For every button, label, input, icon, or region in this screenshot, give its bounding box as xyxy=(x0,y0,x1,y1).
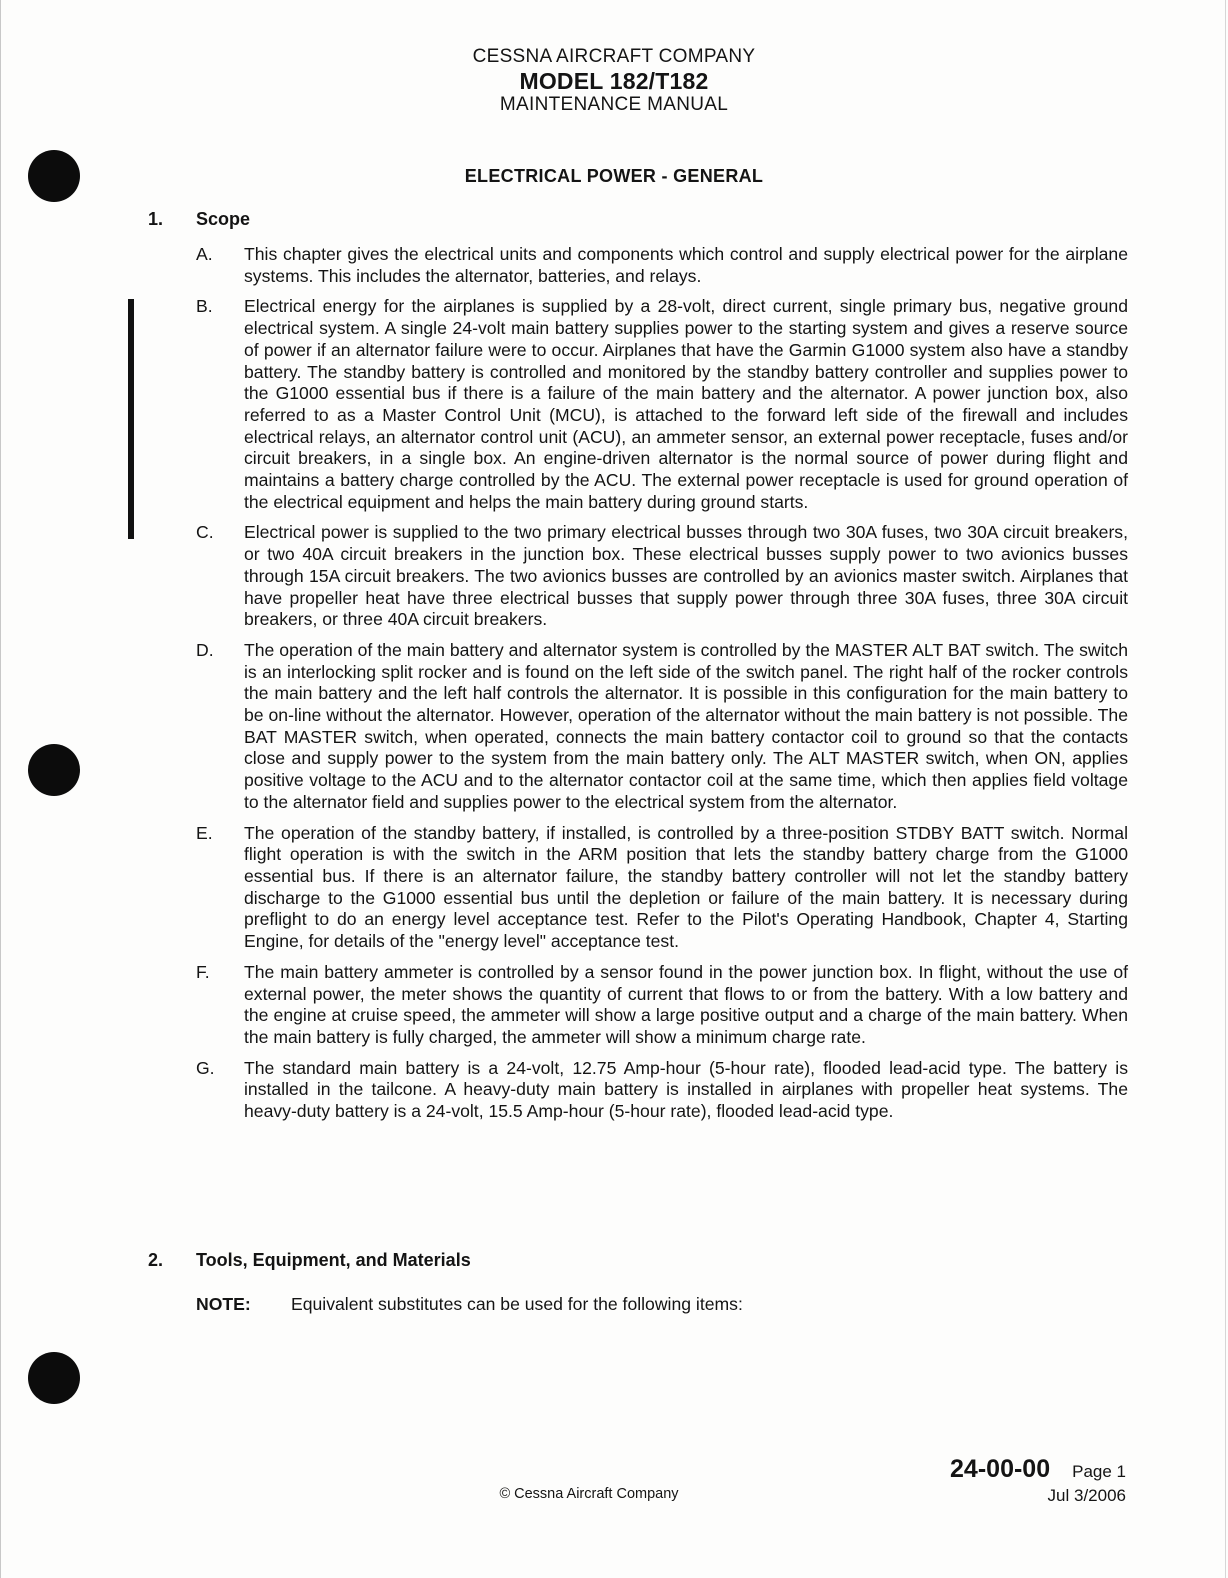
paragraph-b xyxy=(196,296,1128,513)
paragraph-letter: C. xyxy=(196,522,214,543)
section-title: Scope xyxy=(196,209,251,229)
manual-name: MAINTENANCE MANUAL xyxy=(499,94,729,115)
footer-page-id xyxy=(950,1455,1126,1484)
paragraph-letter: E. xyxy=(196,822,213,843)
paragraph-c xyxy=(196,522,1128,631)
paragraph-text: The operation of the standby battery, if installed, is controlled by a three-position STDBY BATT switch. Normal flight operation is with the switch in the ARM position that lets the standby battery charge from the G1000 essential bus. If there is an alternator failure, the standby battery controller will not let the standby battery discharge to the G1000 essential bus until the depletion or failure of the main battery. It is necessary during preflight to do an energy level acceptance test. Refer to the Pilot's Operating Handbook, Chapter 4, Starting Engine, for details of the "energy level" acceptance test. xyxy=(244,822,1128,952)
page-title: ELECTRICAL POWER - GENERAL xyxy=(464,166,764,186)
note-label: NOTE: xyxy=(196,1294,251,1314)
left-page-edge xyxy=(0,0,1,1578)
paragraph-f xyxy=(196,962,1128,1049)
paragraph-letter: B. xyxy=(196,296,213,317)
paragraph-text: This chapter gives the electrical units and components which control and supply electrical power for the airplane systems. This includes the alternator, batteries, and relays. xyxy=(244,244,1128,286)
section-number: 1. xyxy=(148,209,164,229)
note xyxy=(196,1294,743,1315)
paragraph-letter: A. xyxy=(196,244,213,264)
paragraph-d xyxy=(196,640,1128,814)
chapter-code: 24-00-00 xyxy=(950,1455,1051,1483)
scope-paragraphs xyxy=(196,244,1128,1132)
company-name: CESSNA AIRCRAFT COMPANY xyxy=(472,46,756,67)
paragraph-letter: F. xyxy=(196,961,210,982)
paragraph-text: The standard main battery is a 24-volt, 12.75 Amp-hour (5-hour rate), flooded lead-acid type. The battery is installed in the tailcone. A heavy-duty main battery is installed in airplanes with propeller heat systems. The heavy-duty battery is a 24-volt, 15.5 Amp-hour (5-hour rate), flooded lead-acid type. xyxy=(244,1057,1128,1122)
paragraph-text: The main battery ammeter is controlled by a sensor found in the power junction box. In flight, without the use of external power, the meter shows the quantity of current that flows to or from the battery. With a low battery and the engine at cruise speed, the ammeter will show a large positive output and a charge of the main battery. When the main battery is fully charged, the ammeter will show a minimum charge rate. xyxy=(244,961,1128,1047)
note-text: Equivalent substitutes can be used for the following items: xyxy=(291,1294,743,1314)
paragraph-text: Electrical energy for the airplanes is supplied by a 28-volt, direct current, single primary bus, negative ground electrical system. A single 24-volt main battery supplies power to the starting system and gives a reserve source of power if an alternator failure were to occur. Airplanes that have the Garmin G1000 system also have a standby battery. The standby battery is controlled and monitored by the standby battery controller and supplies power to the G1000 essential bus if there is a failure of the main battery and the alternator. A power junction box, also referred to as a Master Control Unit (MCU), is attached to the forward left side of the firewall and includes electrical relays, an alternator control unit (ACU), an ammeter sensor, an external power receptacle, fuses and/or circuit breakers, in a single box. An engine-driven alternator is the normal source of power during flight and maintains a battery charge controlled by the ACU. The external power receptacle is used for ground operation of the electrical equipment and helps the main battery during ground starts. xyxy=(244,296,1128,512)
paragraph-text: Electrical power is supplied to the two primary electrical busses through two 30A fuses, two 30A circuit breakers, or two 40A circuit breakers in the junction box. These electrical busses supply power to two avionics busses through 15A circuit breakers. The two avionics busses are controlled by an avionics master switch. Airplanes that have propeller heat have three electrical busses that supply power through three 30A fuses, three 30A circuit breakers, or three 40A circuit breakers. xyxy=(244,522,1128,630)
right-page-edge xyxy=(1225,0,1226,1578)
copyright: © Cessna Aircraft Company xyxy=(499,1486,679,1502)
paragraph-text: The operation of the main battery and alternator system is controlled by the MASTER ALT BAT switch. The switch is an interlocking split rocker and is found on the left side of the switch panel. The right half of the rocker controls the main battery and the left half controls the alternator. It is possible in this configuration for the main battery to be on-line without the alternator. However, operation of the alternator without the main battery is not possible. The BAT MASTER switch, when operated, connects the main battery contactor coil to ground so that the contacts close and supply power to the system from the main battery only. The ALT MASTER switch, when ON, applies positive voltage to the ACU and to the alternator contactor coil at the same time, which then applies field voltage to the alternator field and supplies power to the electrical system from the alternator. xyxy=(244,639,1128,812)
section-title: Tools, Equipment, and Materials xyxy=(196,1250,471,1270)
revision-date: Jul 3/2006 xyxy=(1047,1486,1126,1505)
binder-hole-icon xyxy=(28,1352,80,1404)
page-number: Page 1 xyxy=(1072,1462,1126,1481)
binder-hole-icon xyxy=(28,744,80,796)
paragraph-letter: D. xyxy=(196,639,214,660)
paragraph-letter: G. xyxy=(196,1057,215,1078)
paragraph-a xyxy=(196,244,1128,287)
revision-change-bar xyxy=(128,299,134,539)
model-name: MODEL 182/T182 xyxy=(519,68,709,94)
paragraph-g xyxy=(196,1058,1128,1123)
document-header xyxy=(0,46,1228,116)
paragraph-e xyxy=(196,823,1128,953)
section-number: 2. xyxy=(148,1250,164,1270)
